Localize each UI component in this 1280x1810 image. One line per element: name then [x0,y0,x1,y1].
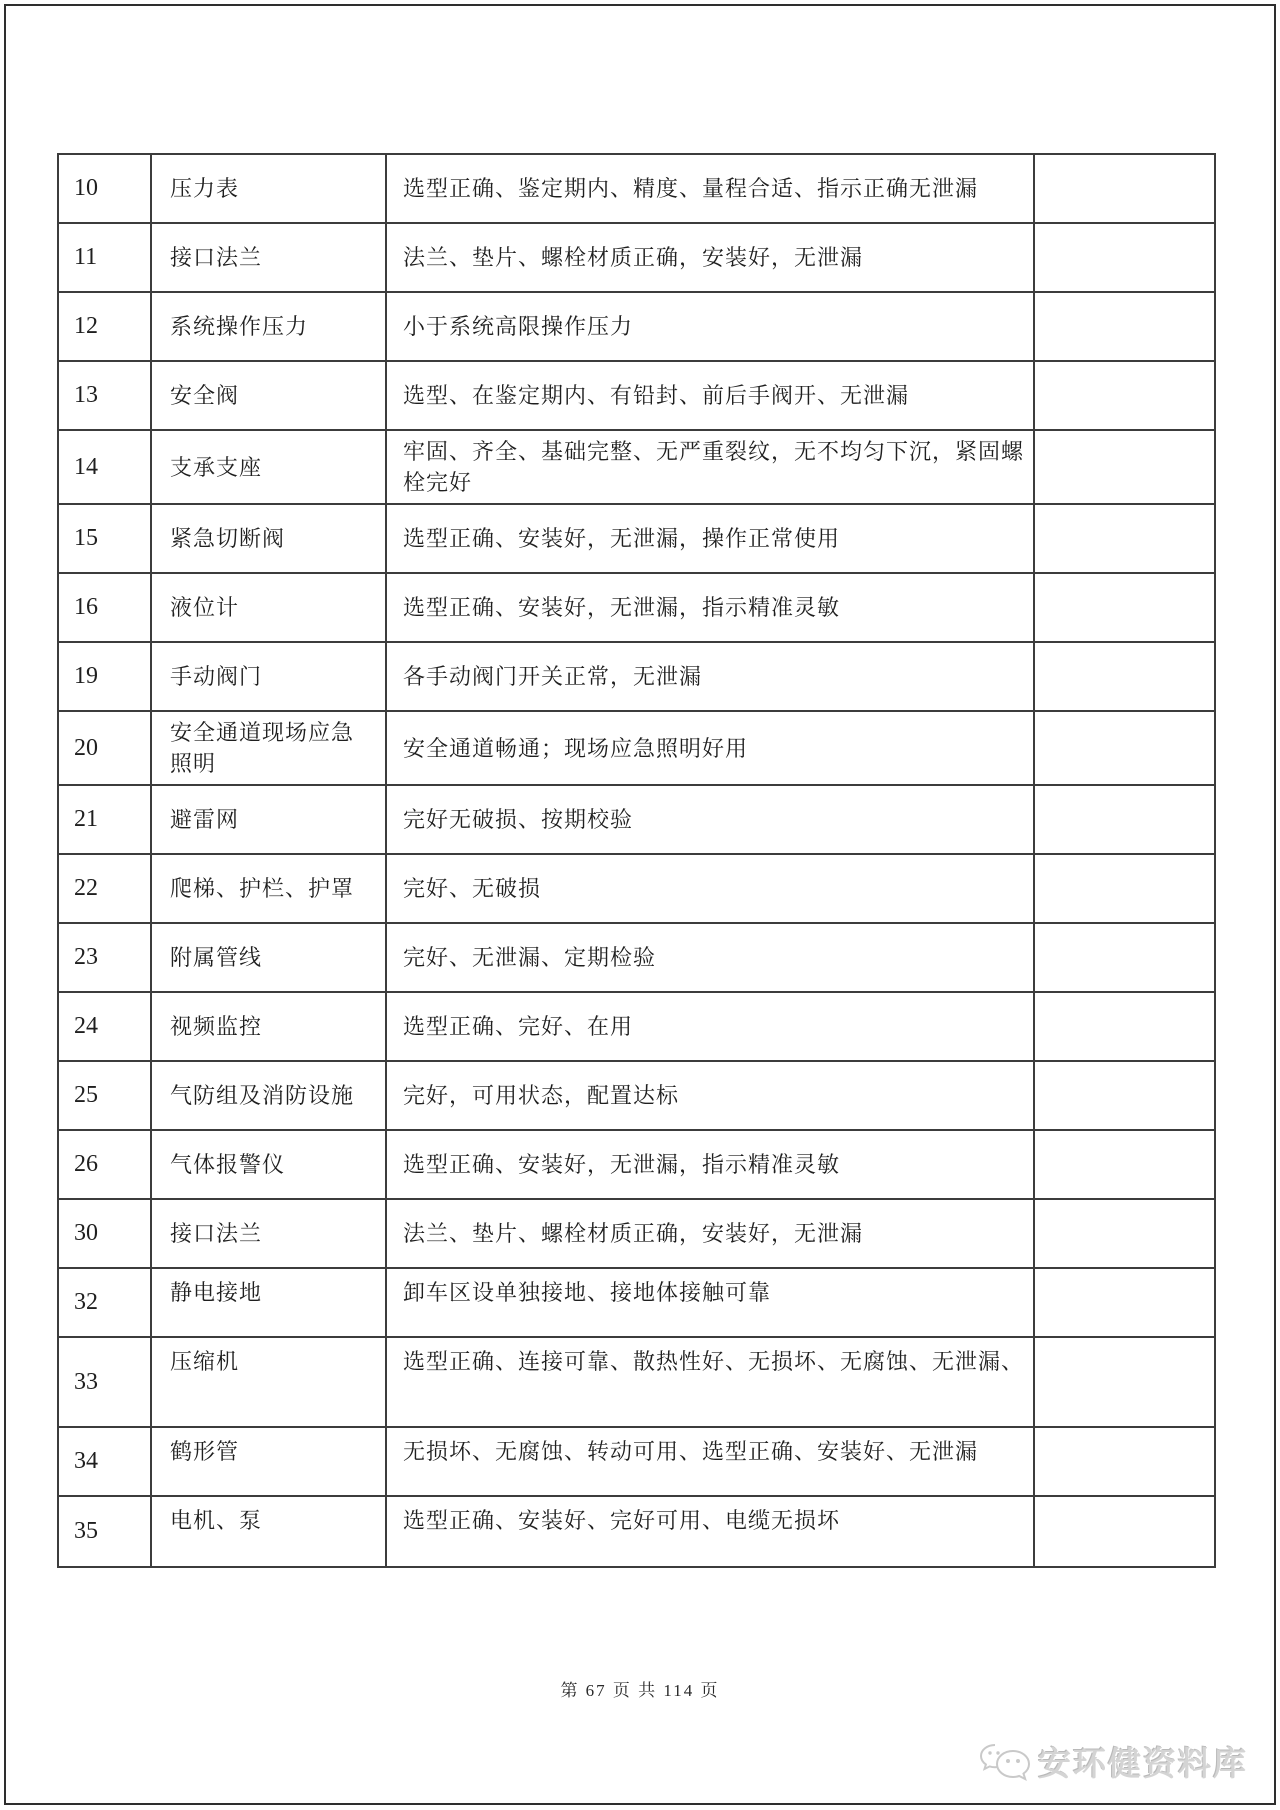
check-content [387,1200,1035,1267]
table-row [59,574,1214,643]
row-number-text: 16 [74,594,98,620]
item-name [152,505,387,572]
remark-cell [1035,574,1214,641]
item-name [152,1062,387,1129]
row-number [59,431,152,503]
row-number [59,1497,152,1566]
remark-cell [1035,1131,1214,1198]
check-content-text: 完好、无破损 [403,876,542,901]
item-name-text: 静电接地 [170,1280,263,1305]
check-content-text: 选型、在鉴定期内、有铅封、前后手阀开、无泄漏 [403,383,910,408]
item-name [152,1200,387,1267]
table-row [59,155,1214,224]
item-name-text: 安全通道现场应急照明 [170,720,355,776]
table-row [59,293,1214,362]
table-row [59,924,1214,993]
remark-cell [1035,362,1214,429]
row-number [59,293,152,360]
row-number [59,1338,152,1426]
item-name [152,224,387,291]
remark-cell [1035,1200,1214,1267]
row-number-text: 33 [74,1368,98,1395]
check-content [387,1131,1035,1198]
check-content-text: 无损坏、无腐蚀、转动可用、选型正确、安装好、无泄漏 [403,1439,979,1464]
item-name [152,1338,387,1426]
remark-cell [1035,855,1214,922]
row-number-text: 23 [74,944,98,970]
table-row [59,1200,1214,1269]
table-row [59,1062,1214,1131]
row-number-text: 21 [74,806,98,832]
check-content-text: 选型正确、完好、在用 [403,1014,634,1039]
item-name [152,293,387,360]
row-number-text: 32 [74,1289,98,1315]
item-name [152,431,387,503]
check-content-text: 法兰、垫片、螺栓材质正确，安装好，无泄漏 [403,1221,864,1246]
item-name [152,855,387,922]
check-content-text: 安全通道畅通；现场应急照明好用 [403,735,749,761]
item-name-text: 紧急切断阀 [170,526,286,551]
item-name-text: 接口法兰 [170,245,263,270]
item-name [152,712,387,784]
item-name-text: 电机、泵 [170,1508,263,1533]
row-number [59,505,152,572]
check-content-text: 选型正确、鉴定期内、精度、量程合适、指示正确无泄漏 [403,176,979,201]
check-content-text: 选型正确、安装好、完好可用、电缆无损坏 [403,1508,841,1533]
item-name [152,1428,387,1495]
check-content-text: 选型正确、连接可靠、散热性好、无损坏、无腐蚀、无泄漏、 [403,1349,1025,1374]
row-number [59,786,152,853]
check-content [387,1062,1035,1129]
row-number [59,712,152,784]
row-number-text: 20 [74,734,98,761]
item-name-text: 安全阀 [170,383,240,408]
item-name-text: 气体报警仪 [170,1152,286,1177]
table-row [59,712,1214,786]
remark-cell [1035,155,1214,222]
table-row [59,362,1214,431]
item-name [152,574,387,641]
remark-cell [1035,431,1214,503]
remark-cell [1035,786,1214,853]
checklist-table [57,153,1216,1568]
row-number-text: 25 [74,1082,98,1108]
item-name-text: 压力表 [170,176,240,201]
item-name-text: 接口法兰 [170,1221,263,1246]
remark-cell [1035,643,1214,710]
item-name-text: 液位计 [170,595,240,620]
table-row [59,431,1214,505]
item-name [152,993,387,1060]
row-number [59,155,152,222]
item-name-text: 压缩机 [170,1349,240,1374]
table-row [59,786,1214,855]
item-name-text: 视频监控 [170,1014,263,1039]
watermark-text: 安环健资料库 [1038,1745,1248,1782]
remark-cell [1035,993,1214,1060]
row-number [59,1200,152,1267]
item-name-text: 鹤形管 [170,1439,240,1464]
check-content [387,712,1035,784]
chat-bubbles-icon [978,1741,1032,1783]
table-row [59,1428,1214,1497]
check-content [387,855,1035,922]
remark-cell [1035,1062,1214,1129]
row-number [59,993,152,1060]
row-number-text: 11 [74,244,98,270]
row-number [59,362,152,429]
item-name [152,924,387,991]
item-name [152,643,387,710]
check-content [387,786,1035,853]
row-number-text: 26 [74,1151,98,1177]
row-number-text: 14 [74,453,98,480]
remark-cell [1035,712,1214,784]
page-indicator: 第 67 页 共 114 页 [560,1681,720,1700]
item-name-text: 气防组及消防设施 [170,1083,355,1108]
row-number-text: 24 [74,1013,98,1039]
check-content [387,293,1035,360]
row-number-text: 15 [74,525,98,551]
check-content-text: 完好、无泄漏、定期检验 [403,945,657,970]
row-number [59,1269,152,1336]
remark-cell [1035,505,1214,572]
check-content-text: 完好无破损、按期校验 [403,807,634,832]
row-number-text: 22 [74,875,98,901]
row-number [59,643,152,710]
item-name [152,362,387,429]
remark-cell [1035,224,1214,291]
check-content [387,1338,1035,1426]
item-name-text: 附属管线 [170,945,263,970]
row-number [59,1131,152,1198]
check-content [387,155,1035,222]
check-content [387,643,1035,710]
row-number [59,574,152,641]
check-content [387,1428,1035,1495]
row-number [59,1062,152,1129]
item-name-text: 爬梯、护栏、护罩 [170,876,355,901]
row-number-text: 34 [74,1448,98,1474]
check-content [387,1269,1035,1336]
item-name [152,1131,387,1198]
remark-cell [1035,1428,1214,1495]
item-name [152,786,387,853]
row-number-text: 10 [74,175,98,201]
table-row [59,643,1214,712]
item-name-text: 避雷网 [170,807,240,832]
check-content [387,505,1035,572]
check-content [387,924,1035,991]
check-content-text: 选型正确、安装好，无泄漏，操作正常使用 [403,526,841,551]
check-content [387,574,1035,641]
check-content [387,993,1035,1060]
watermark [978,1738,1248,1785]
check-content-text: 小于系统高限操作压力 [403,314,634,339]
check-content [387,224,1035,291]
remark-cell [1035,1497,1214,1566]
item-name [152,155,387,222]
check-content-text: 各手动阀门开关正常，无泄漏 [403,664,703,689]
row-number-text: 19 [74,663,98,689]
check-content-text: 卸车区设单独接地、接地体接触可靠 [403,1280,772,1305]
page-footer [0,1676,1280,1701]
row-number [59,224,152,291]
row-number-text: 12 [74,313,98,339]
row-number [59,924,152,991]
row-number-text: 13 [74,382,98,408]
table-row [59,1269,1214,1338]
item-name-text: 支承支座 [170,454,263,480]
remark-cell [1035,293,1214,360]
item-name [152,1497,387,1566]
table-row [59,1497,1214,1566]
table-row [59,224,1214,293]
check-content-text: 牢固、齐全、基础完整、无严重裂纹，无不均匀下沉，紧固螺栓完好 [403,439,1025,495]
table-row [59,505,1214,574]
check-content [387,362,1035,429]
check-content-text: 法兰、垫片、螺栓材质正确，安装好，无泄漏 [403,245,864,270]
remark-cell [1035,924,1214,991]
row-number-text: 35 [74,1518,98,1544]
check-content-text: 完好，可用状态，配置达标 [403,1083,680,1108]
table-row [59,855,1214,924]
check-content-text: 选型正确、安装好，无泄漏，指示精准灵敏 [403,1152,841,1177]
remark-cell [1035,1269,1214,1336]
table-row [59,993,1214,1062]
check-content-text: 选型正确、安装好，无泄漏，指示精准灵敏 [403,595,841,620]
row-number [59,855,152,922]
table-row [59,1131,1214,1200]
remark-cell [1035,1338,1214,1426]
row-number [59,1428,152,1495]
table-row [59,1338,1214,1428]
check-content [387,1497,1035,1566]
row-number-text: 30 [74,1220,98,1246]
item-name-text: 系统操作压力 [170,314,309,339]
item-name-text: 手动阀门 [170,664,263,689]
check-content [387,431,1035,503]
item-name [152,1269,387,1336]
